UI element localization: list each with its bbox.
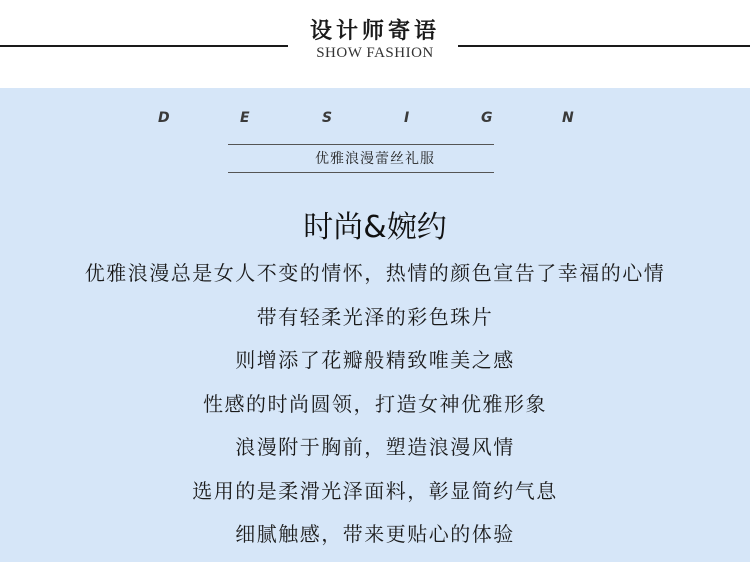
design-letters	[0, 110, 750, 130]
design-letter: D	[158, 110, 170, 126]
main-title: 时尚&婉约	[303, 210, 447, 245]
design-letter: N	[562, 110, 574, 126]
description-line: 性感的时尚圆领，打造女神优雅形象	[203, 391, 547, 416]
design-letter: I	[404, 110, 410, 126]
description-line: 浪漫附于胸前，塑造浪漫风情	[235, 435, 515, 459]
description-line: 带有轻柔光泽的彩色珠片	[256, 304, 494, 329]
design-letter: G	[481, 110, 493, 126]
header	[0, 0, 750, 88]
tagline: 优雅浪漫蕾丝礼服	[315, 151, 435, 167]
description-lines	[0, 254, 750, 559]
header-title: 设计师寄语	[309, 18, 440, 44]
description-line: 选用的是柔滑光泽面料，彰显简约气息	[192, 478, 558, 503]
tagline-rule-bottom	[228, 172, 494, 173]
description-line: 细腻触感，带来更贴心的体验	[235, 522, 515, 546]
header-subtitle: SHOW FASHION	[316, 45, 434, 61]
tagline-rule-top	[228, 144, 494, 145]
description-line: 优雅浪漫总是女人不变的情怀，热情的颜色宣告了幸福的心情	[84, 261, 666, 285]
design-letter: S	[322, 110, 333, 126]
description-line: 则增添了花瓣般精致唯美之感	[235, 348, 515, 372]
design-letter: E	[240, 110, 250, 126]
